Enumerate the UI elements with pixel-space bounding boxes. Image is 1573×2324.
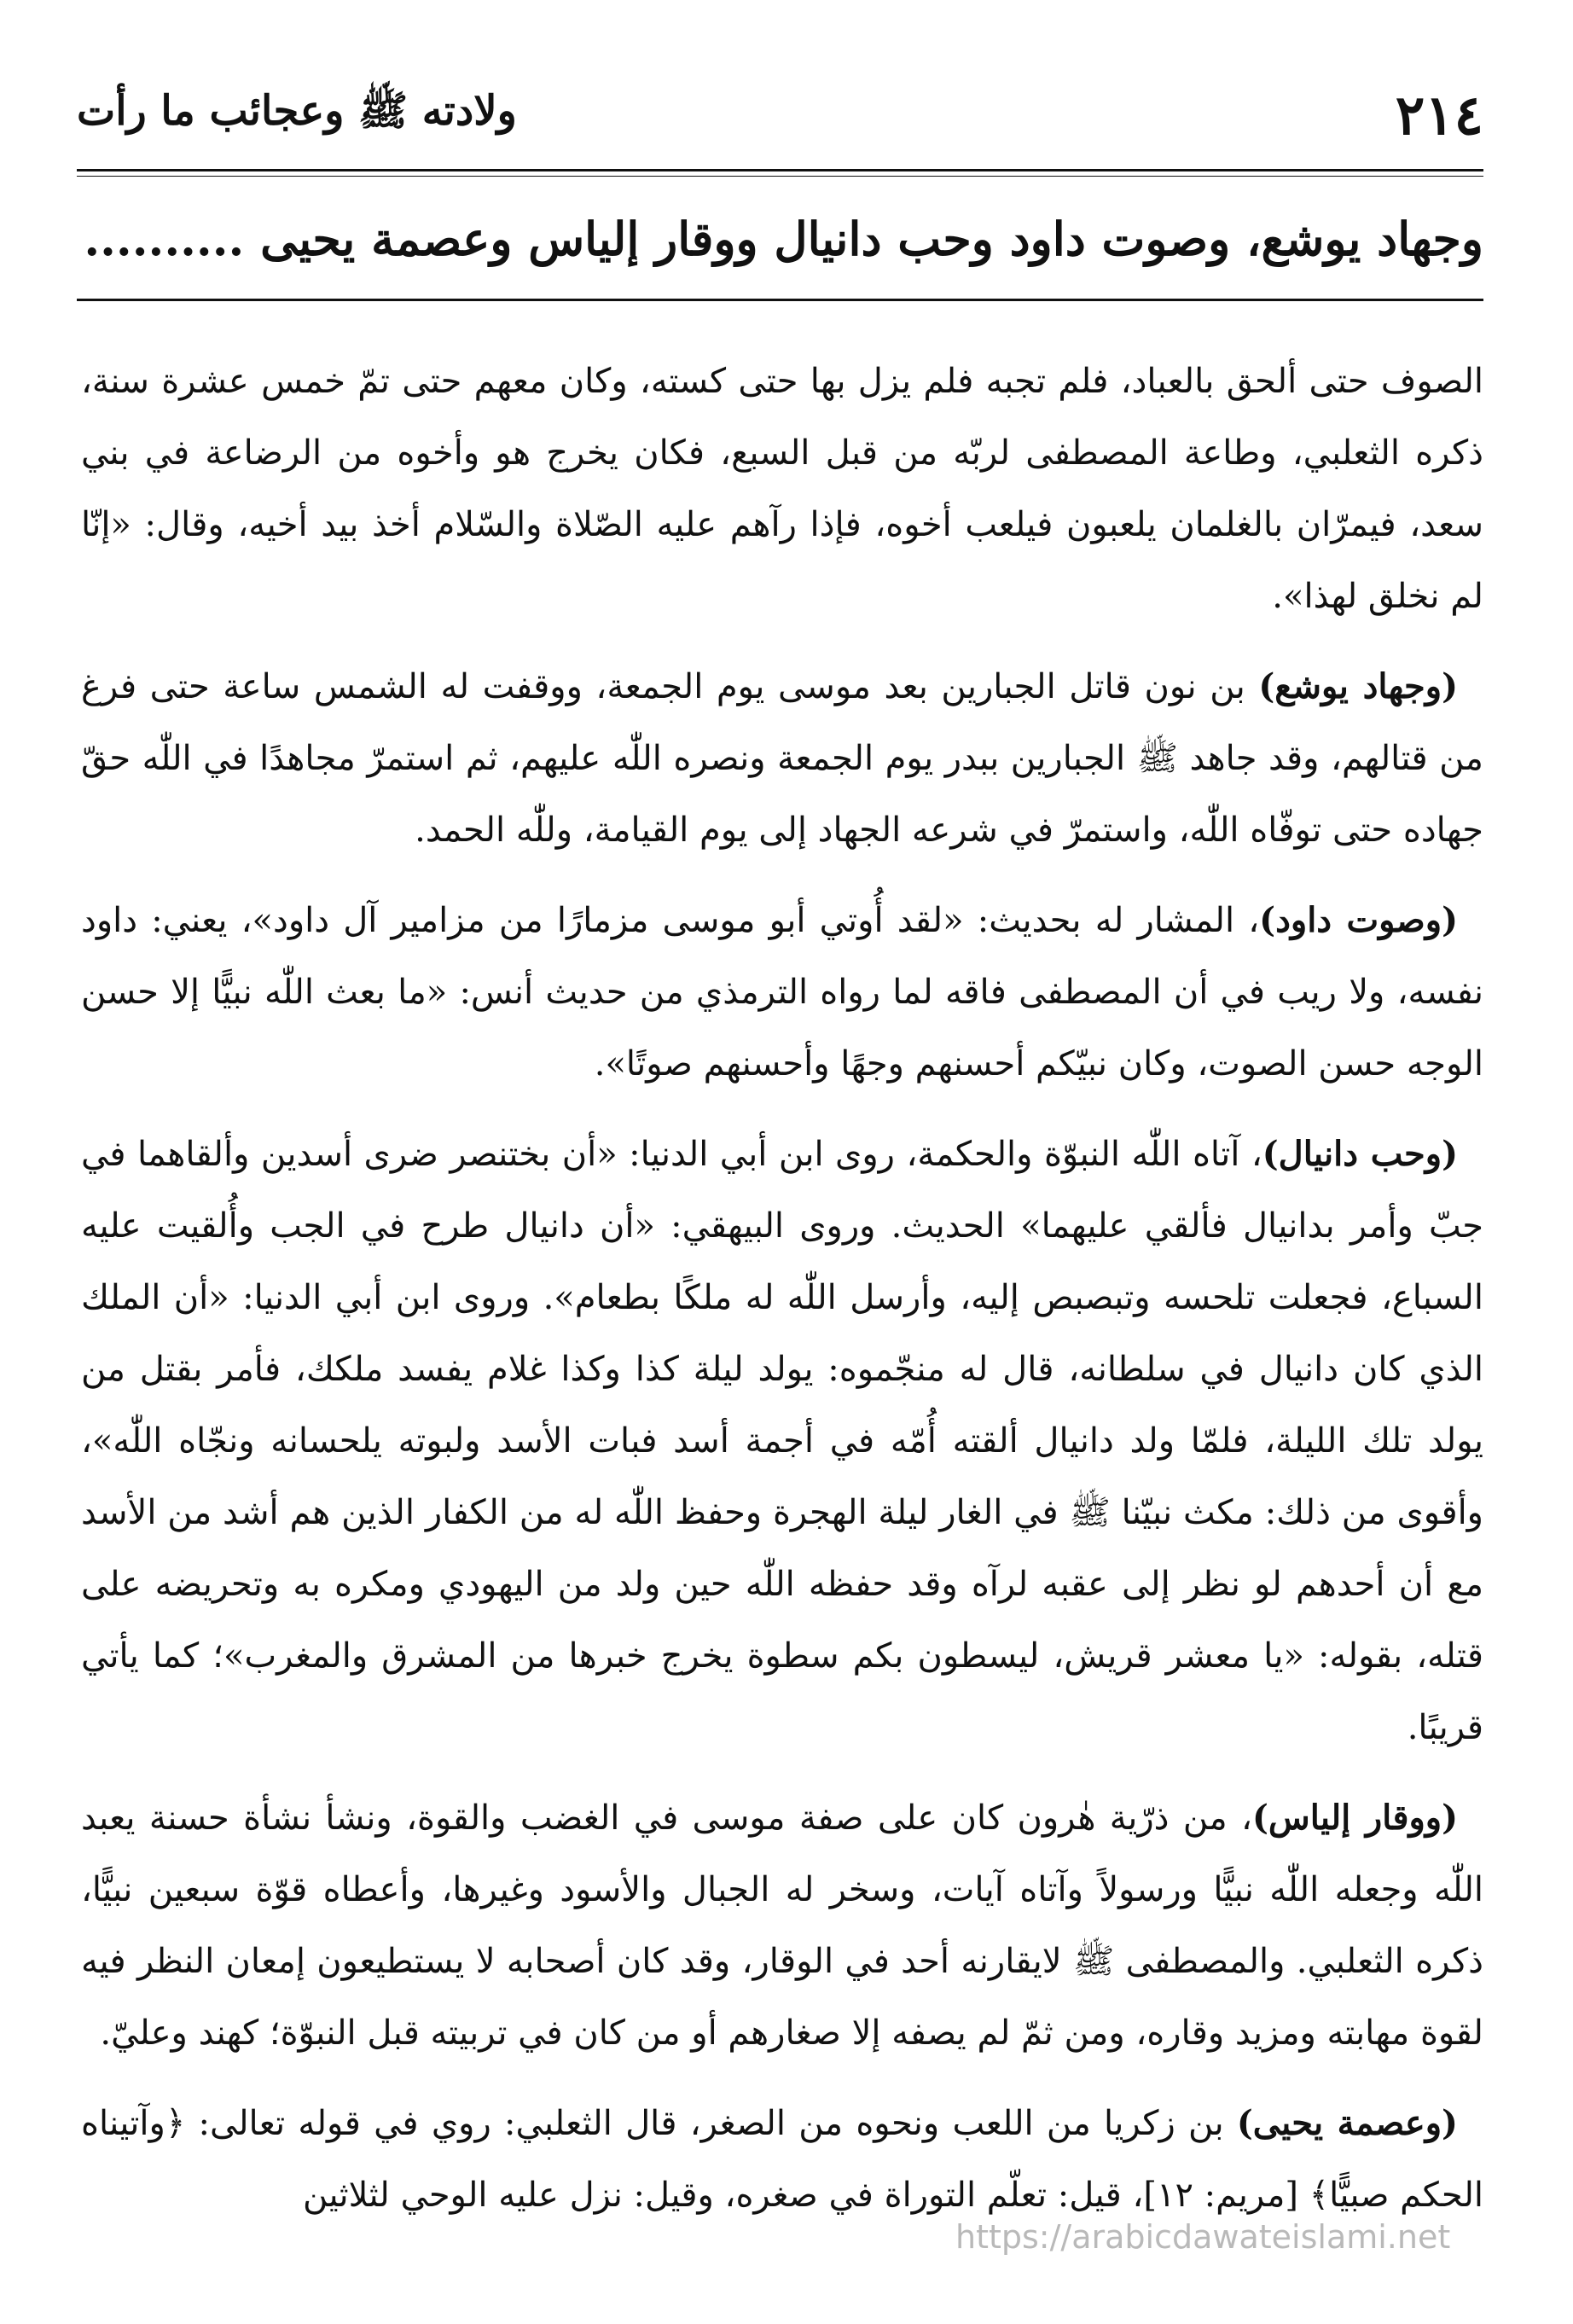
running-title: ولادته ﷺ وعجائب ما رأت: [77, 86, 517, 135]
body-text: [81, 346, 1483, 2250]
header-rule-thin: [77, 176, 1483, 177]
paragraph-text: ، المشار له بحديث: «لقد أُوتي أبو موسى مزمارًا من مزامير آل داود»، يعني: داود نفسه، ولا ريب في أن المصطفى فاقه لما رواه الترمذي من حديث أنس: «ما بعث اللّٰه نبيًّا إلا حسن الوجه حسن الصوت، وكان نبيّكم أحسنهم وجهًا وأحسنهم صوتًا».: [81, 901, 1483, 1084]
paragraph-lemma: (وحب دانيال): [1262, 1134, 1458, 1174]
paragraph-text: بن زكريا من اللعب ونحوه من الصغر، قال الثعلبي: روي في قوله تعالى: ﴿وآتيناه الحكم صبيًّا﴾ [مريم: ١٢]، قيل: تعلّم التوراة في صغره، وقيل: نزل عليه الوحي لثلاثين: [81, 2104, 1483, 2215]
paragraph-joshua: [81, 651, 1483, 866]
paragraph-text: ، من ذرّية هٰرون كان على صفة موسى في الغضب والقوة، ونشأ نشأة حسنة يعبد اللّٰه وجعله اللّٰه نبيًّا ورسولاً وآتاه آيات، وسخر له الجبال والأسود وغيرها، وأعطاه قوّة سبعين نبيًّا، ذكره الثعلبي. والمصطفى ﷺ لايقارنه أحد في الوقار، وقد كان أصحابه لا يستطيعون إمعان النظر فيه لقوة مهابته ومزيد وقاره، ومن ثمّ لم يصفه إلا صغارهم أو من كان في تربيته قبل النبوّة؛ كهند وعليّ.: [81, 1798, 1483, 2053]
paragraph-text: بن نون قاتل الجبارين بعد موسى يوم الجمعة، ووقفت له الشمس ساعة حتى فرغ من قتالهم، وقد جاهد ﷺ الجبارين ببدر يوم الجمعة ونصره اللّٰه عليهم، ثم استمرّ مجاهدًا في اللّٰه حقّ جهاده حتى توفّاه اللّٰه، واستمرّ في شرعه الجهاد إلى يوم القيامة، وللّٰه الحمد.: [81, 667, 1483, 850]
paragraph-lemma: (وصوت داود): [1259, 900, 1458, 940]
paragraph-yahya: [81, 2088, 1483, 2231]
paragraph-david: [81, 885, 1483, 1100]
paragraph-text: الصوف حتى ألحق بالعباد، فلم تجبه فلم يزل بها حتى كسته، وكان معهم حتى تمّ خمس عشرة سنة، ذكره الثعلبي، وطاعة المصطفى لربّه من قبل السبع، فكان يخرج هو وأخوه من الرضاعة في بني سعد، فيمرّان بالغلمان يلعبون فيلعب أخوه، فإذا رآهم عليه الصّلاة والسّلام أخذ بيد أخيه، وقال: «إنّا لم نخلق لهذا».: [81, 362, 1483, 616]
paragraph-lemma: (ووقار إلياس): [1251, 1798, 1459, 1838]
section-rule: [77, 299, 1483, 301]
paragraph-daniel: [81, 1118, 1483, 1763]
paragraph-1: [81, 346, 1483, 632]
paragraph-text: ، آتاه اللّٰه النبوّة والحكمة، روى ابن أبي الدنيا: «أن بختنصر ضرى أسدين وألقاهما في جبّ وأمر بدانيال فألقي عليهما» الحديث. وروى البيهقي: «أن دانيال طرح في الجب وأُلقيت عليه السباع، فجعلت تلحسه وتبصبص إليه، وأرسل اللّٰه له ملكًا بطعام». وروى ابن أبي الدنيا: «أن الملك الذي كان دانيال في سلطانه، قال له منجّموه: يولد ليلة كذا وكذا غلام يفسد ملكك، فأمر بقتل من يولد تلك الليلة، فلمّا ولد دانيال ألقته أُمّه في أجمة أسد فبات الأسد ولبوته يلحسانه ونجّاه اللّٰه»، وأقوى من ذلك: مكث نبيّنا ﷺ في الغار ليلة الهجرة وحفظ اللّٰه له من الكفار الذين هم أشد من الأسد مع أن أحدهم لو نظر إلى عقبه لرآه وقد حفظه اللّٰه حين ولد من اليهودي ومكره به وتحريضه على قتله، بقوله: «يا معشر قريش، ليسطون بكم سطوة يخرج خبرها من المشرق والمغرب»؛ كما يأتي قريبًا.: [81, 1135, 1484, 1747]
watermark-url: https://arabicdawateislami.net: [955, 2218, 1451, 2256]
running-header: [77, 83, 1483, 148]
page-number: ٢١٤: [1395, 83, 1483, 148]
section-heading: وجهاد يوشع، وصوت داود وحب دانيال ووقار إلياس وعصمة يحيى ..........: [84, 212, 1483, 266]
paragraph-lemma: (وعصمة يحيى): [1236, 2103, 1458, 2143]
paragraph-elias: [81, 1782, 1483, 2069]
header-rule: [77, 169, 1483, 171]
paragraph-lemma: (وجهاد يوشع): [1258, 666, 1458, 706]
